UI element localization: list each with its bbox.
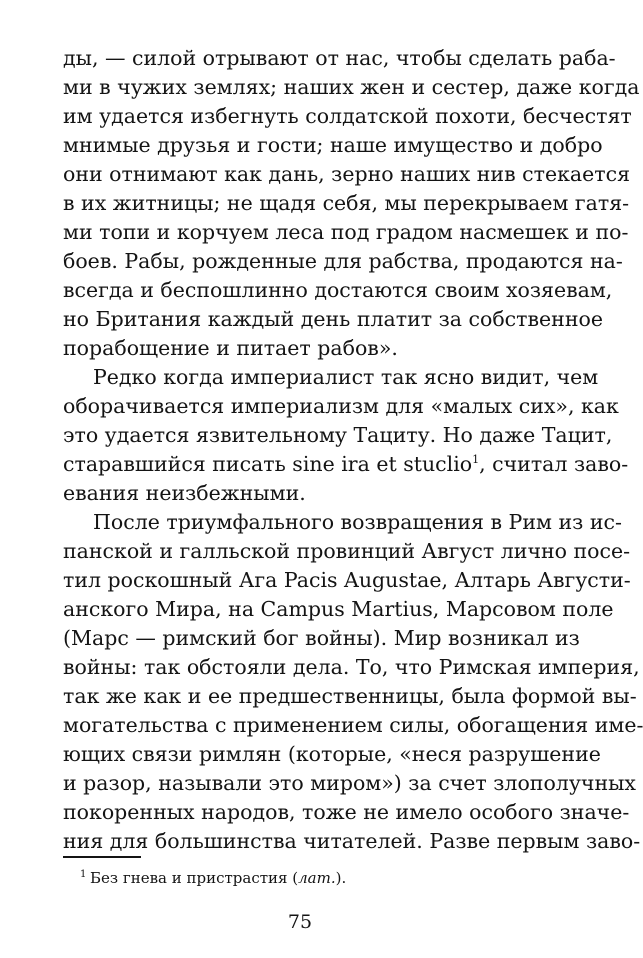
footnote-ref: 1: [472, 453, 480, 467]
text-line: панской и галльской провинций Август лично посе-: [63, 539, 631, 563]
text-line: войны: так обстояли дела. То, что Римская империя,: [63, 655, 640, 679]
page-number: 75: [287, 911, 313, 933]
paragraph-first-line: После триумфального возвращения в Рим из ис-: [93, 510, 622, 534]
footnote-mark: 1: [80, 869, 87, 880]
footnote: [80, 868, 347, 888]
footnote-close: ).: [335, 869, 347, 887]
text-line: им удается избегнуть солдатской похоти, бесчестят: [63, 104, 632, 128]
text-line: порабощение и питает рабов».: [63, 336, 398, 360]
text-line: евания неизбежными.: [63, 481, 306, 505]
text-line: покоренных народов, тоже не имело особого значе-: [63, 800, 630, 824]
text-line: ми топи и корчуем леса под градом насмешек и по-: [63, 220, 629, 244]
footnote-italic: лат.: [298, 869, 336, 887]
footnote-text: Без гнева и пристрастия (: [90, 869, 299, 887]
paragraph-first-line: Редко когда империалист так ясно видит, чем: [93, 365, 599, 389]
text-line: тил роскошный Ага Pacis Augustae, Алтарь Августи-: [63, 568, 631, 592]
text-line: (Марс — римский бог войны). Мир возникал из: [63, 626, 580, 650]
footnote-divider: [63, 856, 141, 858]
text-line: оборачивается империализм для «малых сих», как: [63, 394, 619, 418]
text-line: боев. Рабы, рожденные для рабства, продаются на-: [63, 249, 623, 273]
text-line: могательства с применением силы, обогащения име-: [63, 713, 643, 737]
text-line: ния для большинства читателей. Разве первым заво-: [63, 829, 641, 853]
text-line: в их житницы; не щадя себя, мы перекрываем гатя-: [63, 191, 630, 215]
text-line: ми в чужих землях; наших жен и сестер, даже когда: [63, 75, 640, 99]
text-line: они отнимают как дань, зерно наших нив стекается: [63, 162, 631, 186]
text-line: ды, — силой отрывают от нас, чтобы сделать раба-: [63, 46, 616, 70]
text-line: анского Мира, на Campus Martius, Марсовом поле: [63, 597, 614, 621]
text-line: это удается язвительному Тациту. Но даже Тацит,: [63, 423, 613, 447]
text-line: но Британия каждый день платит за собственное: [63, 307, 603, 331]
text-line: мнимые друзья и гости; наше имущество и добро: [63, 133, 603, 157]
text-line: и разор, называли это миром») за счет злополучных: [63, 771, 636, 795]
text-line: всегда и беспошлинно достаются своим хозяевам,: [63, 278, 613, 302]
line-text: , считал заво-: [479, 452, 629, 476]
text-line: ющих связи римлян (которые, «неся разрушение: [63, 742, 601, 766]
line-text: старавшийся писать sine ira et stuclio: [63, 452, 473, 476]
text-line: так же как и ее предшественницы, была формой вы-: [63, 684, 637, 708]
text-line-with-footnote-ref: [63, 450, 629, 479]
